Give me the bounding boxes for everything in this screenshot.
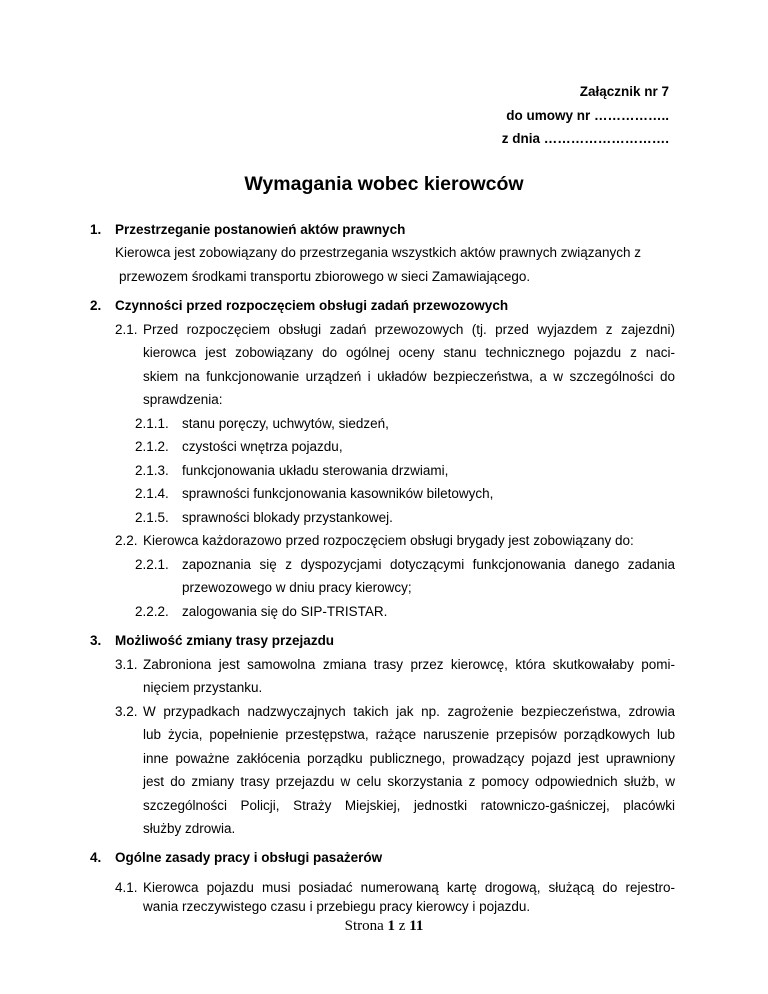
contract-date-line: z dnia ………………………. (501, 131, 669, 146)
item-2-1-1-text: stanu poręczy, uchwytów, siedzeń, (182, 416, 389, 431)
footer-page-number: 1 (387, 918, 396, 934)
item-2-1-1-number: 2.1.1. (135, 416, 169, 431)
paragraph-2-1-line-1: Przed rozpoczęciem obsługi zadań przewozowych (tj. przed wyjazdem z zajezdni) (143, 322, 675, 337)
item-2-1-4-number: 2.1.4. (135, 486, 169, 501)
paragraph-3-2-line-5: szczególności Policji, Straży Miejskiej, jednostki ratowniczo-gaśniczej, placówki (143, 798, 675, 813)
item-2-1-5-number: 2.1.5. (135, 510, 169, 525)
item-2-2-1-number: 2.2.1. (135, 557, 169, 572)
paragraph-3-2-line-2: lub życia, popełnienie przestępstwa, rażące naruszenie przepisów porządkowych lub (143, 727, 675, 742)
section-1-text-line-2: przewozem środkami transportu zbiorowego w sieci Zamawiającego. (119, 269, 531, 284)
page-title: Wymagania wobec kierowców (244, 173, 524, 195)
section-1-heading: Przestrzeganie postanowień aktów prawnych (115, 222, 406, 237)
page-footer (0, 918, 768, 935)
paragraph-4-1-line-2: wania rzeczywistego czasu i przebiegu pracy kierowcy i pojazdu. (143, 899, 531, 914)
footer-page-total: 11 (409, 918, 424, 934)
item-2-2-1-line-1: zapoznania się z dyspozycjami dotyczącymi funkcjonowania danego zadania (182, 557, 675, 572)
paragraph-3-2-number: 3.2. (115, 704, 138, 719)
annex-label: Załącznik nr 7 (579, 84, 669, 99)
paragraph-2-2-text: Kierowca każdorazowo przed rozpoczęciem obsługi brygady jest zobowiązany do: (143, 533, 634, 548)
paragraph-2-1-line-2: kierowca jest zobowiązany do ogólnej oceny stanu technicznego pojazdu z naci- (143, 345, 675, 360)
item-2-2-2-number: 2.2.2. (135, 604, 169, 619)
paragraph-3-2-line-6: służby zdrowia. (143, 821, 236, 836)
paragraph-3-2-line-3: inne poważne zakłócenia porządku publicznego, prowadzący pojazd jest uprawniony (143, 751, 675, 766)
item-2-1-3-text: funkcjonowania układu sterowania drzwiami, (182, 463, 449, 478)
contract-number-line: do umowy nr …………….. (506, 108, 669, 123)
item-2-2-1-line-2: przewozowego w dniu pracy kierowcy; (182, 580, 412, 595)
item-2-1-4-text: sprawności funkcjonowania kasowników biletowych, (182, 486, 494, 501)
section-2-number: 2. (90, 298, 102, 313)
item-2-1-2-text: czystości wnętrza pojazdu, (182, 439, 343, 454)
paragraph-2-1-number: 2.1. (115, 322, 138, 337)
section-4-number: 4. (90, 850, 102, 865)
paragraph-2-2-number: 2.2. (115, 533, 138, 548)
item-2-1-2-number: 2.1.2. (135, 439, 169, 454)
paragraph-3-1-number: 3.1. (115, 657, 138, 672)
section-2-heading: Czynności przed rozpoczęciem obsługi zadań przewozowych (115, 298, 509, 313)
footer-separator: z (398, 918, 406, 934)
paragraph-4-1-line-1: Kierowca pojazdu musi posiadać numerowaną kartę drogową, służącą do rejestro- (143, 880, 675, 895)
paragraph-2-1-line-4: sprawdzenia: (143, 392, 223, 407)
paragraph-3-2-line-1: W przypadkach nadzwyczajnych takich jak np. zagrożenie bezpieczeństwa, zdrowia (143, 704, 675, 719)
item-2-1-3-number: 2.1.3. (135, 463, 169, 478)
paragraph-4-1-number: 4.1. (115, 880, 138, 895)
paragraph-2-1-line-3: skiem na funkcjonowanie urządzeń i układów bezpieczeństwa, a w szczególności do (143, 369, 675, 384)
section-3-heading: Możliwość zmiany trasy przejazdu (115, 633, 335, 648)
section-1-text-line-1: Kierowca jest zobowiązany do przestrzegania wszystkich aktów prawnych związanych z (115, 245, 641, 260)
section-1-number: 1. (90, 222, 102, 237)
section-4-heading: Ogólne zasady pracy i obsługi pasażerów (115, 850, 383, 865)
section-3-number: 3. (90, 633, 102, 648)
paragraph-3-2-line-4: jest do zmiany trasy przejazdu w celu skorzystania z pomocy odpowiednich służb, w (143, 774, 675, 789)
item-2-1-5-text: sprawności blokady przystankowej. (182, 510, 393, 525)
footer-prefix: Strona (344, 918, 384, 934)
item-2-2-2-text: zalogowania się do SIP-TRISTAR. (182, 604, 388, 619)
paragraph-3-1-line-2: nięciem przystanku. (143, 680, 263, 695)
paragraph-3-1-line-1: Zabroniona jest samowolna zmiana trasy przez kierowcę, która skutkowałaby pomi- (143, 657, 675, 672)
